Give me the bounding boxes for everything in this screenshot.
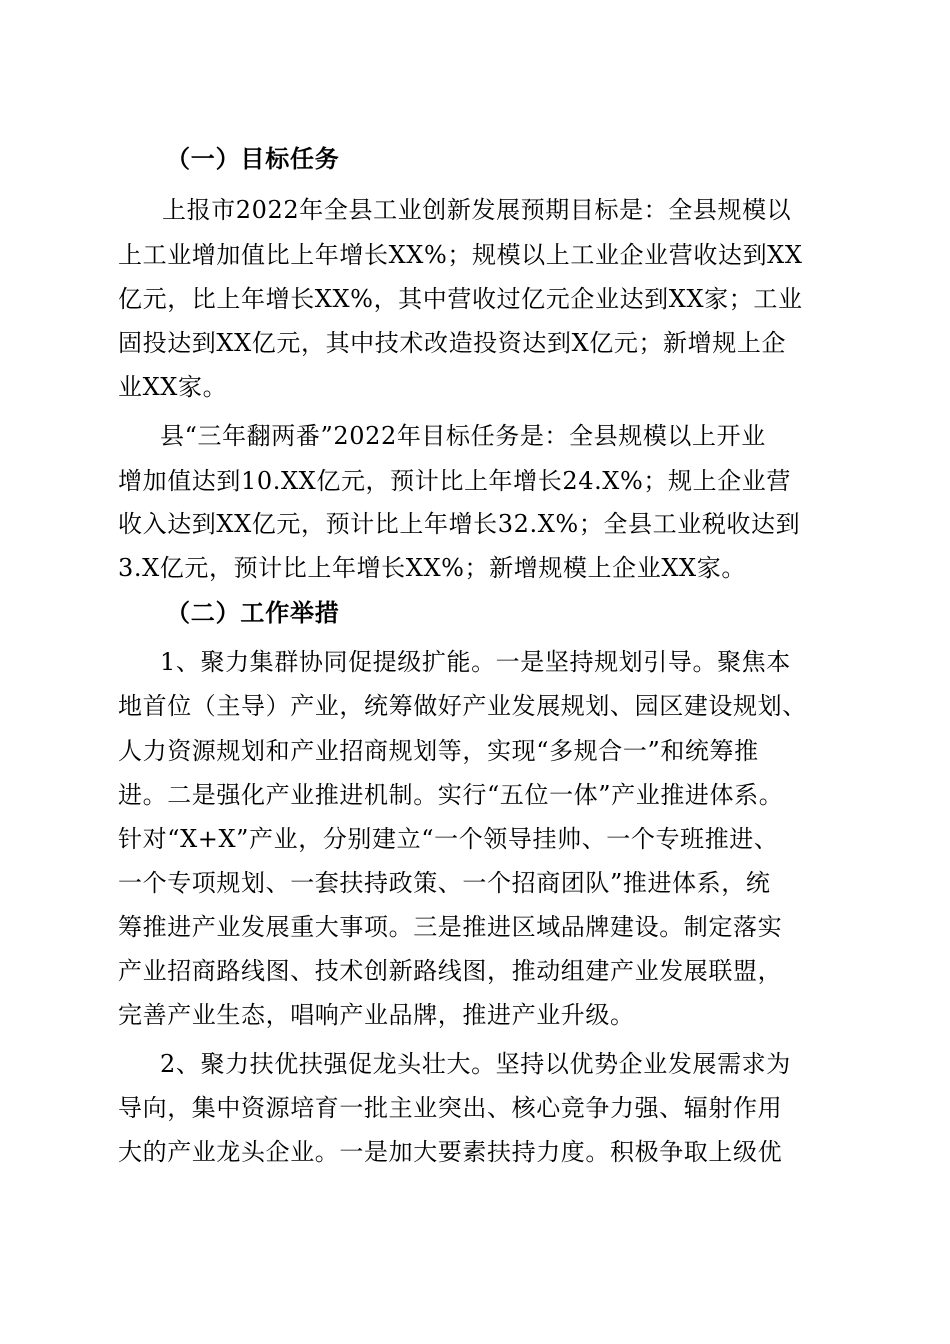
- paragraph-line: 进。二是强化产业推进机制。实行“五位一体”产业推进体系。: [118, 781, 784, 809]
- paragraph-line: 上工业增加值比上年增长XX%；规模以上工业企业营收达到XX: [118, 241, 803, 269]
- paragraph-line: 一个专项规划、一套扶持政策、一个招商团队”推进体系，统: [118, 869, 771, 897]
- paragraph-line: 筹推进产业发展重大事项。三是推进区域品牌建设。制定落实: [118, 913, 783, 941]
- paragraph-line: 大的产业龙头企业。一是加大要素扶持力度。积极争取上级优: [118, 1138, 783, 1166]
- paragraph-line: 地首位（主导）产业，统筹做好产业发展规划、园区建设规划、: [118, 692, 807, 720]
- paragraph-line: 业XX家。: [118, 373, 228, 401]
- paragraph-line: 完善产业生态，唱响产业品牌，推进产业升级。: [118, 1001, 635, 1029]
- paragraph-line: 导向，集中资源培育一批主业突出、核心竞争力强、辐射作用: [118, 1094, 783, 1122]
- paragraph-line: 产业招商路线图、技术创新路线图，推动组建产业发展联盟，: [118, 957, 783, 985]
- paragraph-line: 增加值达到10.XX亿元，预计比上年增长24.X%；规上企业营: [118, 467, 791, 495]
- paragraph-line: 收入达到XX亿元，预计比上年增长32.X%；全县工业税收达到: [118, 510, 801, 538]
- paragraph-line: 固投达到XX亿元，其中技术改造投资达到X亿元；新增规上企: [118, 329, 787, 357]
- paragraph-line: 1、聚力集群协同促提级扩能。一是坚持规划引导。聚焦本: [160, 648, 791, 676]
- paragraph-line: 针对“X+X”产业，分别建立“一个领导挂帅、一个专班推进、: [118, 825, 779, 853]
- section-heading-measures: （二）工作举措: [166, 598, 340, 627]
- paragraph-line: 3.X亿元，预计比上年增长XX%；新增规模上企业XX家。: [118, 554, 746, 582]
- paragraph-line: 县“三年翻两番”2022年目标任务是：全县规模以上开业: [160, 422, 766, 450]
- paragraph-line: 2、聚力扶优扶强促龙头壮大。坚持以优势企业发展需求为: [160, 1050, 791, 1078]
- paragraph-line: 上报市2022年全县工业创新发展预期目标是：全县规模以: [162, 196, 792, 224]
- section-heading-goals: （一）目标任务: [166, 144, 340, 173]
- paragraph-line: 亿元，比上年增长XX%，其中营收过亿元企业达到XX家；工业: [118, 285, 803, 313]
- paragraph-line: 人力资源规划和产业招商规划等，实现“多规合一”和统筹推: [118, 737, 759, 765]
